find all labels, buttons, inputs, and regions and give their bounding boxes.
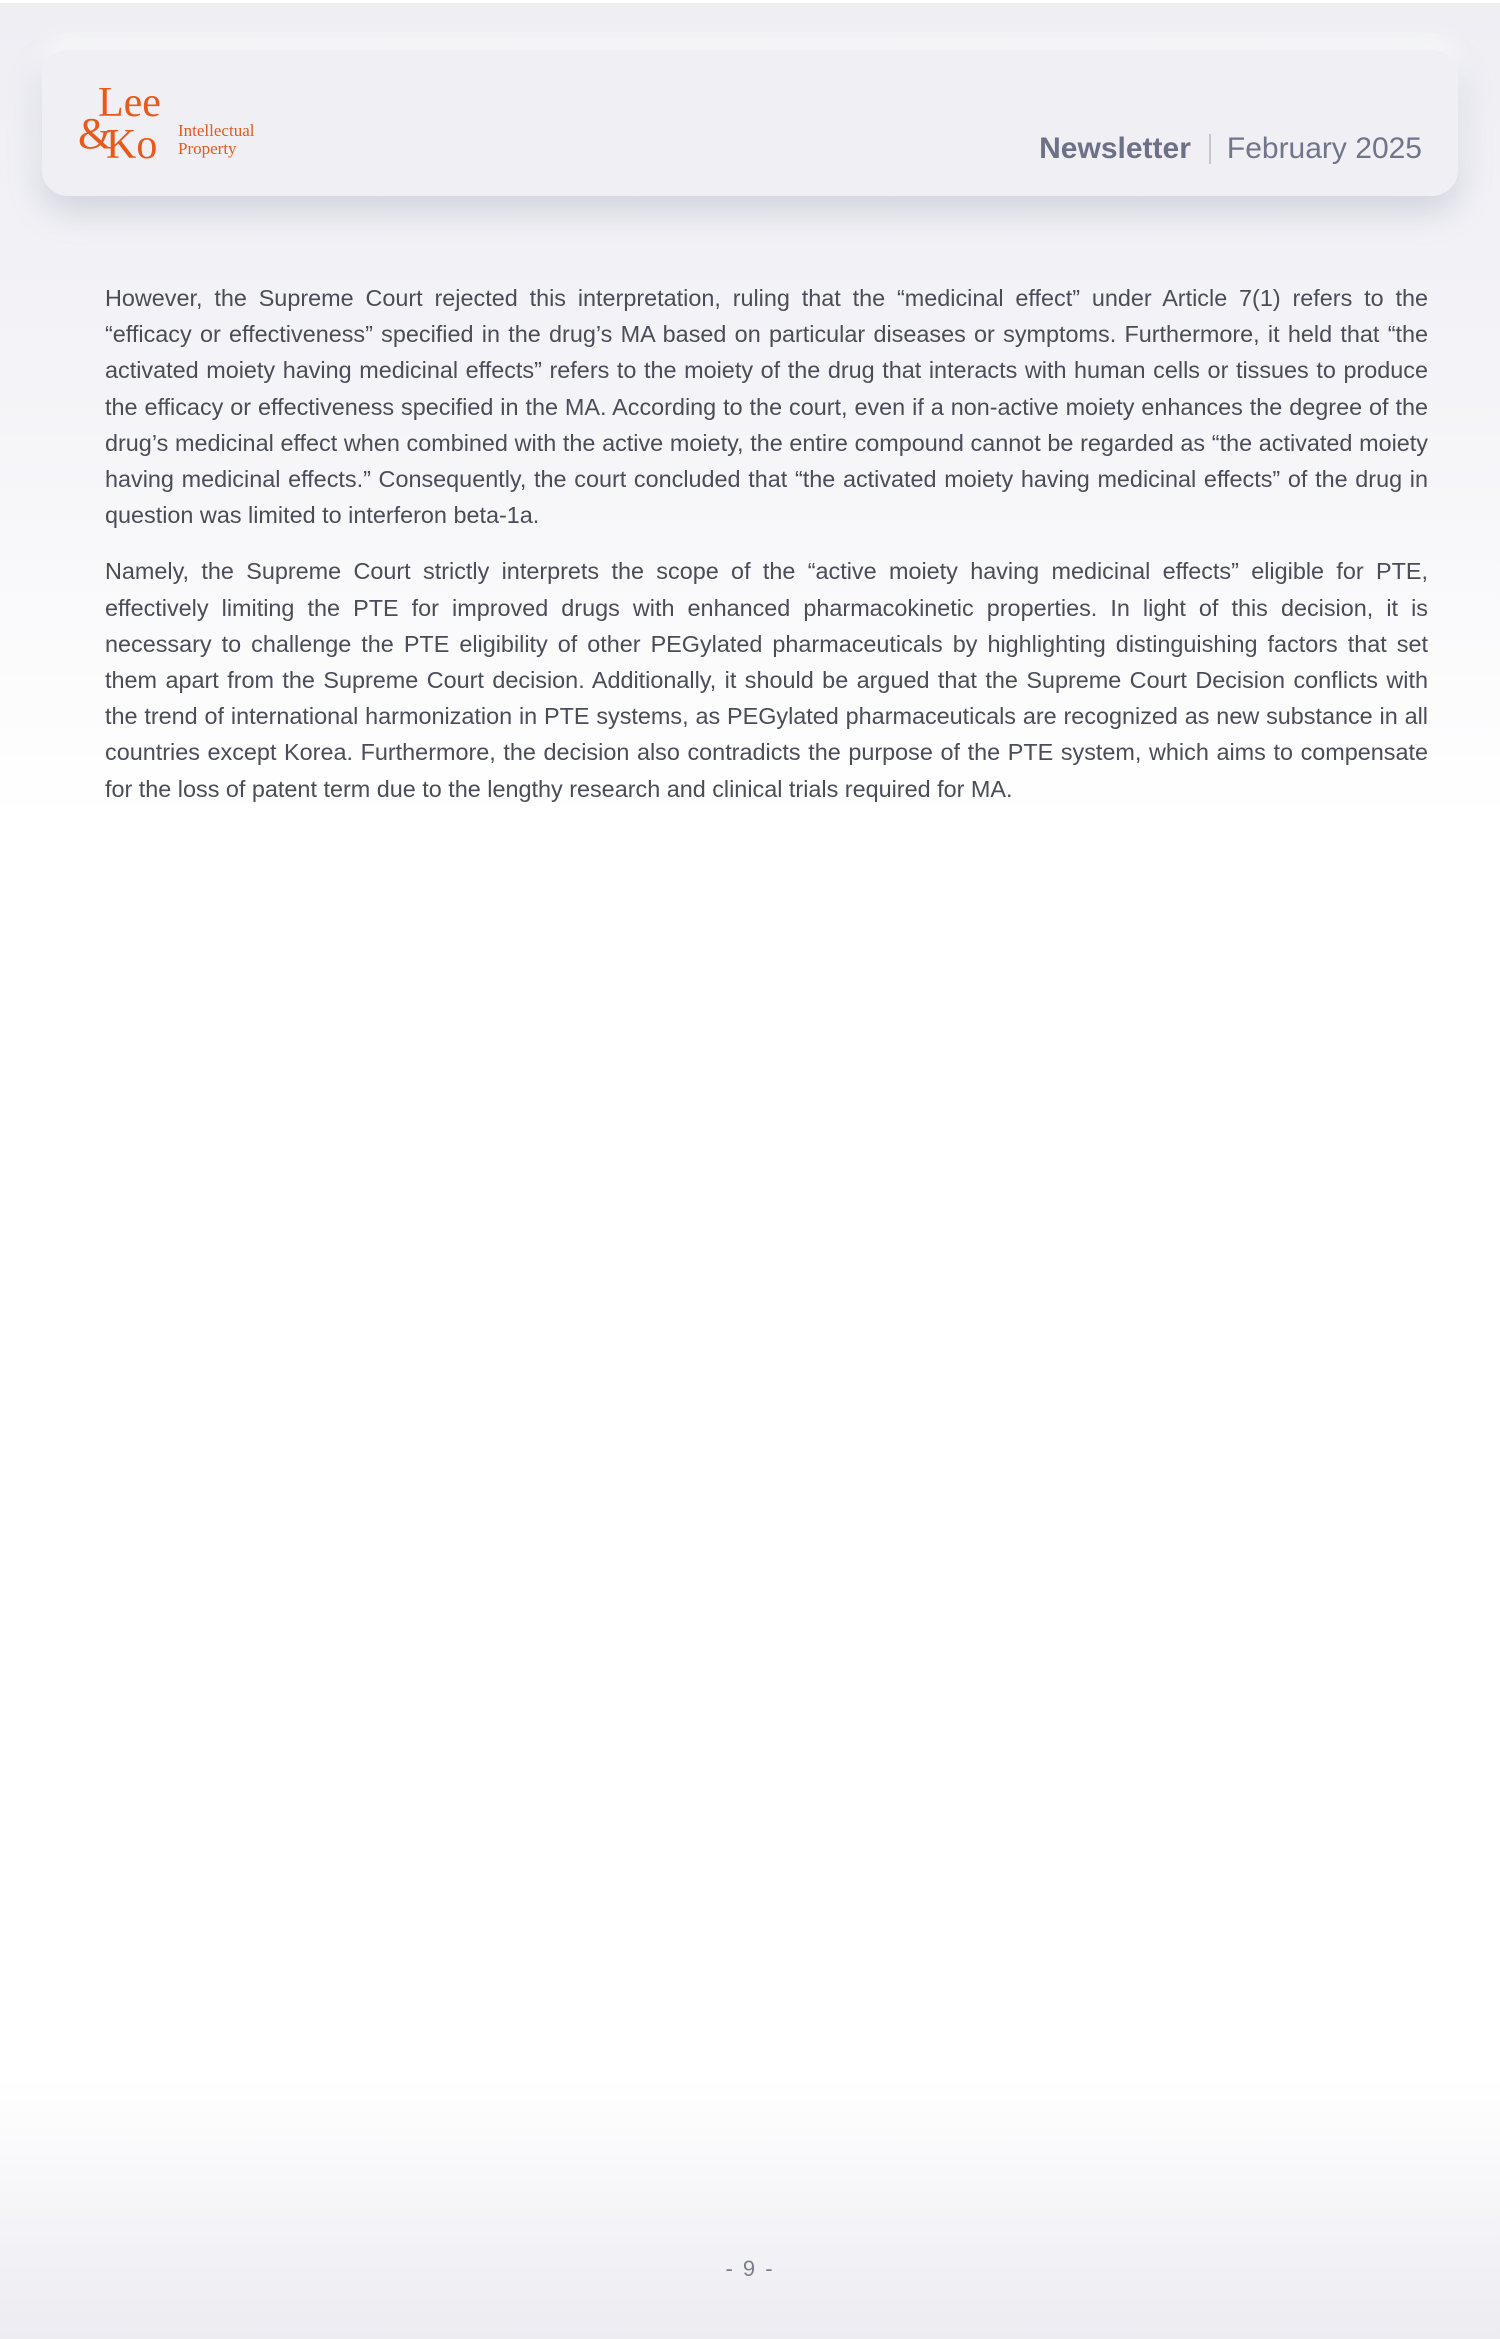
issue-date: February 2025 (1226, 132, 1422, 165)
logo-tagline-1: Intellectual (178, 121, 255, 140)
paragraph: Namely, the Supreme Court strictly interprets the scope of the “active moiety having medicinal effects” eligible for PTE, effectively limiting the PTE for improved drugs with enhanced pharmacokinetic properties. In light of this decision, it is necessary to challenge the PTE eligibility of other PEGylated pharmaceuticals by highlighting distinguishing factors that set them apart from the Supreme Court decision. Additionally, it should be argued that the Supreme Court Decision conflicts with the trend of international harmonization in PTE systems, as PEGylated pharmaceuticals are recognized as new substance in all countries except Korea. Furthermore, the decision also contradicts the purpose of the PTE system, which aims to compensate for the loss of patent term due to the lengthy research and clinical trials required for MA. (105, 558, 1428, 802)
lee-ko-logo (78, 82, 288, 162)
logo-ko-text: Ko (106, 122, 158, 162)
paragraph: However, the Supreme Court rejected this interpretation, ruling that the “medicinal effect” under Article 7(1) refers to the “efficacy or effectiveness” specified in the drug’s MA based on particular diseases or symptoms. Furthermore, it held that “the activated moiety having medicinal effects” refers to the moiety of the drug that interacts with human cells or tissues to produce the efficacy or effectiveness specified in the MA. According to the court, even if a non-active moiety enhances the degree of the drug’s medicinal effect when combined with the active moiety, the entire compound cannot be regarded as “the activated moiety having medicinal effects.” Consequently, the court concluded that “the activated moiety having medicinal effects” of the drug in question was limited to interferon beta-1a. (105, 285, 1428, 529)
logo-tagline-2: Property (178, 139, 237, 158)
logo-lee-text: Lee (98, 82, 161, 126)
newsletter-label: Newsletter (1039, 132, 1191, 165)
top-edge (0, 0, 1500, 3)
page-number: - 9 - (725, 2256, 775, 2281)
masthead (1039, 128, 1422, 170)
logo-ampersand-text: & (78, 109, 113, 158)
article-body (105, 280, 1428, 827)
masthead-divider (1209, 134, 1211, 164)
